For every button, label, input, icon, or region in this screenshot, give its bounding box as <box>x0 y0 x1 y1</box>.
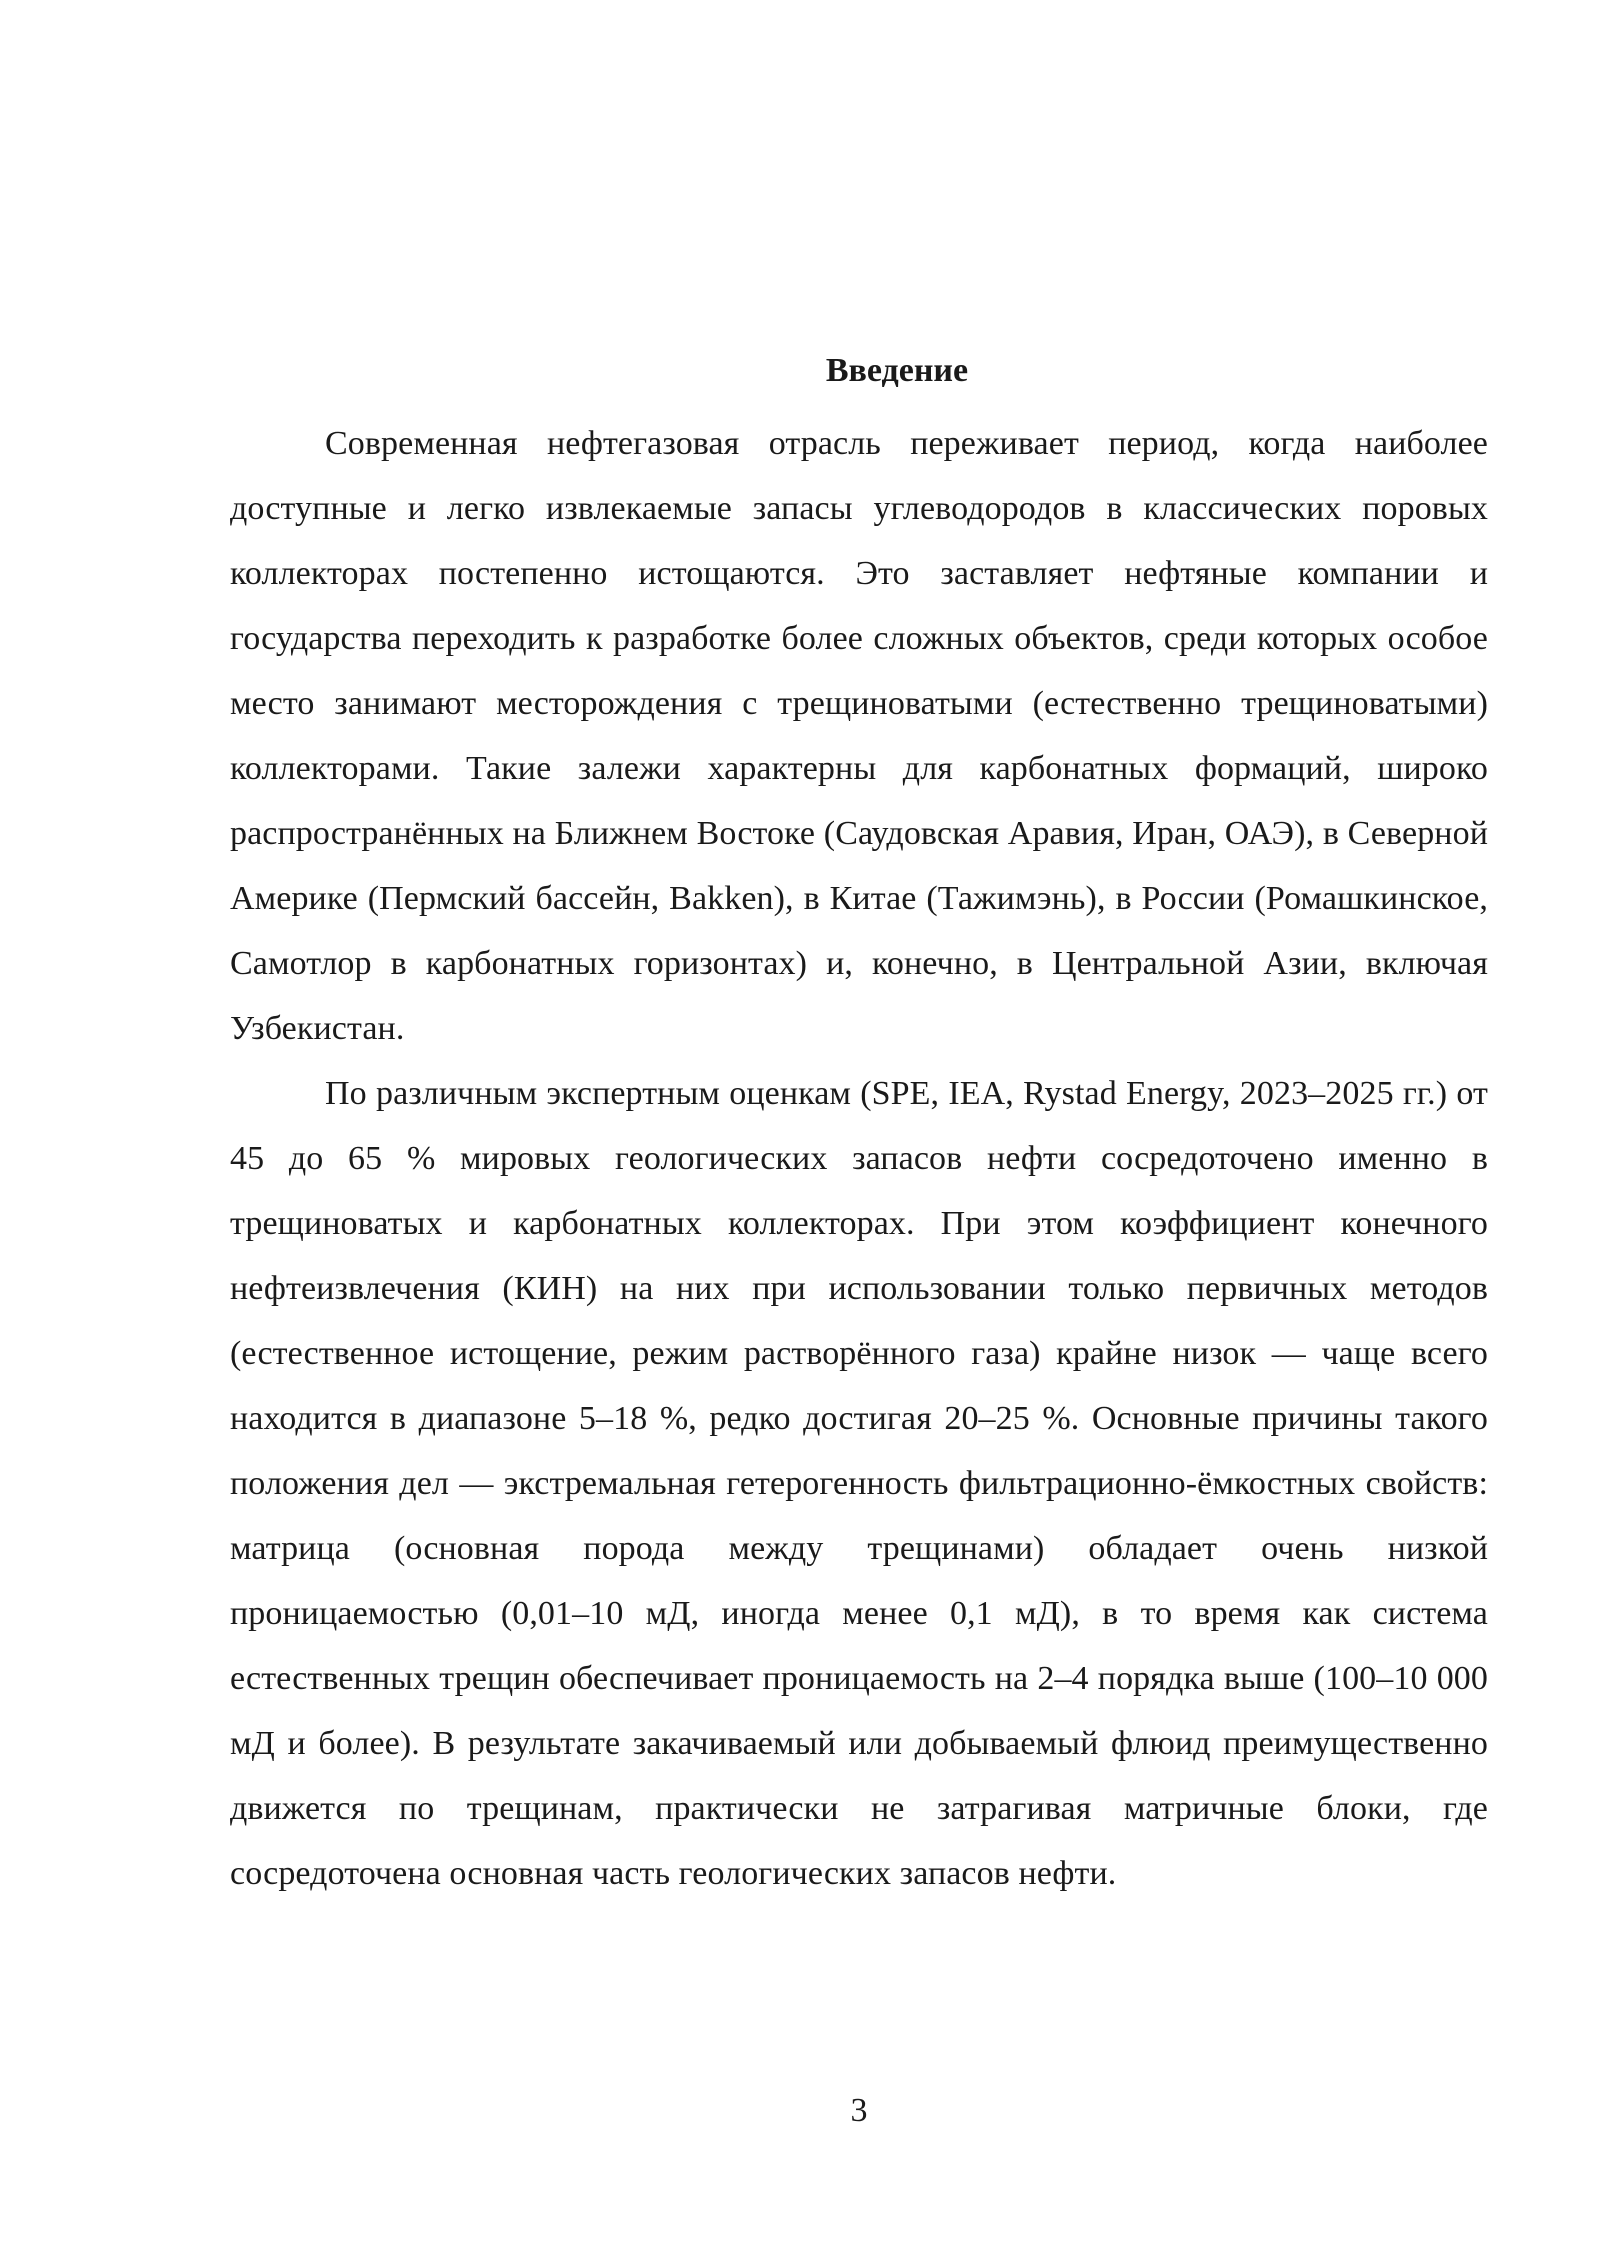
paragraph-1: Современная нефтегазовая отрасль переживает период, когда наиболее доступные и легко извлекаемые запасы углеводородов в классических поровых коллекторах постепенно истощаются. Это заставляет нефтяные компании и государства переходить к разработке более сложных объектов, среди которых особое место занимают месторождения с трещиноватыми (естественно трещиноватыми) коллекторами. Такие залежи характерны для карбонатных формаций, широко распространённых на Ближнем Востоке (Саудовская Аравия, Иран, ОАЭ), в Северной Америке (Пермский бассейн, Bakken), в Китае (Тажимэнь), в России (Ромашкинское, Самотлор в карбонатных горизонтах) и, конечно, в Центральной Азии, включая Узбекистан. <box>230 425 1488 1047</box>
page-content <box>230 346 1488 1906</box>
paragraph-2: По различным экспертным оценкам (SPE, IEA, Rystad Energy, 2023–2025 гг.) от 45 до 65 % мировых геологических запасов нефти сосредоточено именно в трещиноватых и карбонатных коллекторах. При этом коэффициент конечного нефтеизвлечения (КИН) на них при использовании только первичных методов (естественное истощение, режим растворённого газа) крайне низок — чаще всего находится в диапазоне 5–18 %, редко достигая 20–25 %. Основные причины такого положения дел — экстремальная гетерогенность фильтрационно-ёмкостных свойств: матрица (основная порода между трещинами) обладает очень низкой проницаемостью (0,01–10 мД, иногда менее 0,1 мД), в то время как система естественных трещин обеспечивает проницаемость на 2–4 порядка выше (100–10 000 мД и более). В результате закачиваемый или добываемый флюид преимущественно движется по трещинам, практически не затрагивая матричные блоки, где сосредоточена основная часть геологических запасов нефти. <box>230 1075 1488 1892</box>
section-heading: Введение <box>825 352 969 389</box>
page-number: 3 <box>850 2092 868 2129</box>
